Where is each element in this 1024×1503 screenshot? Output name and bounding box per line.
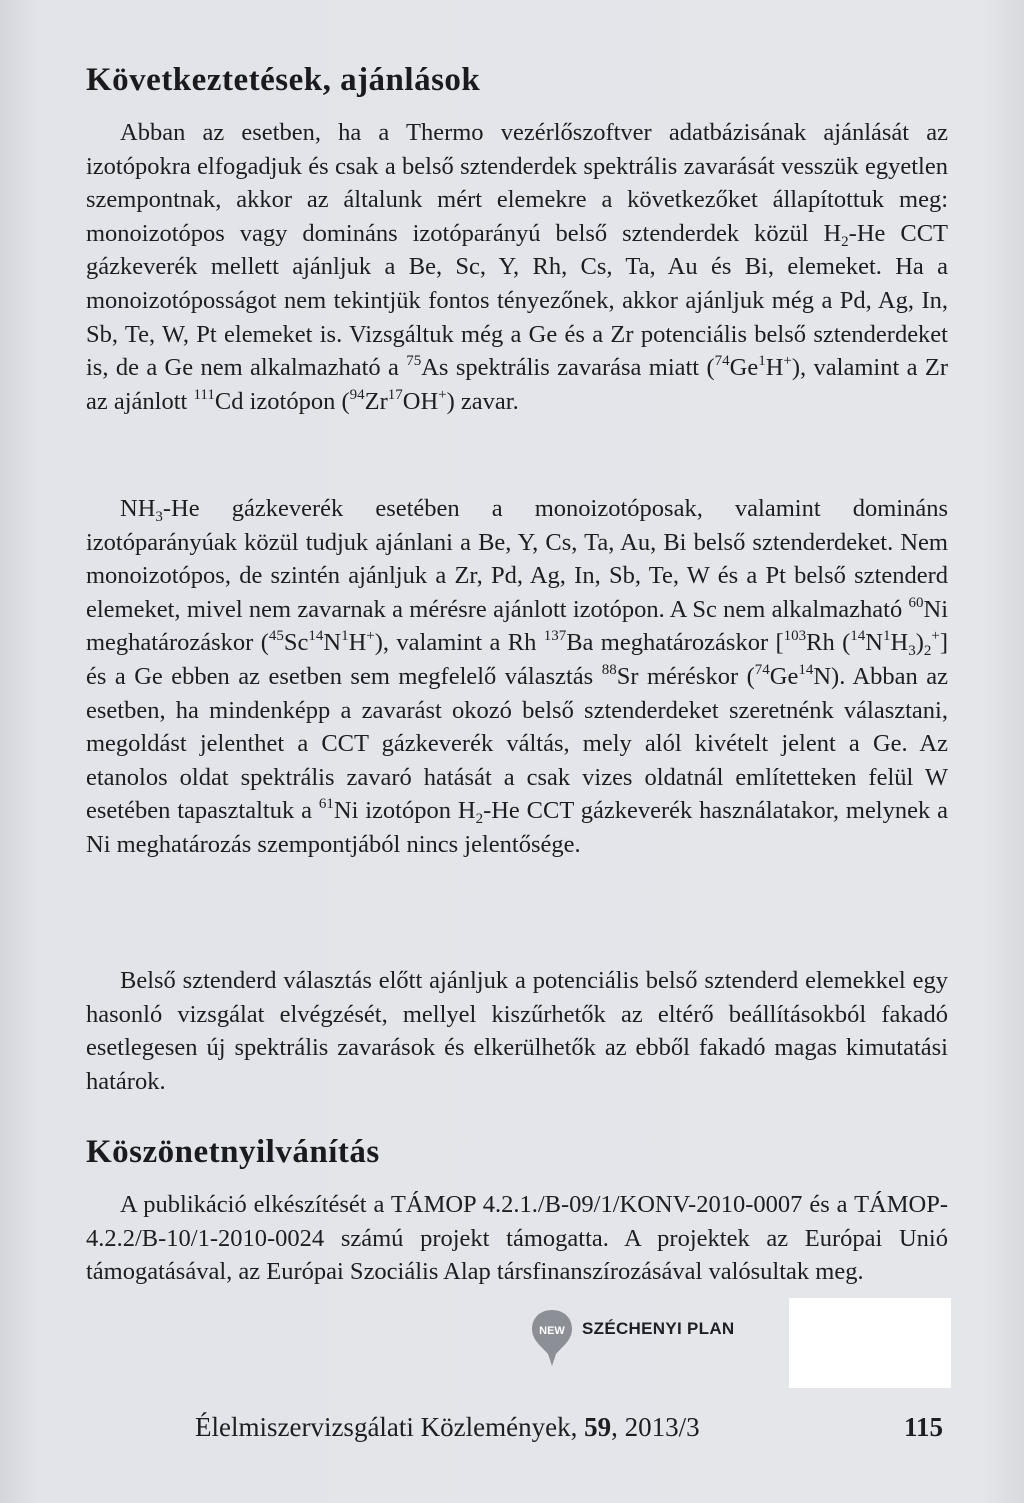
- superscript: 14: [308, 628, 324, 645]
- superscript: 88: [601, 661, 617, 678]
- paragraph-acknowledgements: A publikáció elkészítését a TÁMOP 4.2.1./B-09/1/KONV-2010-0007 és a TÁMOP-4.2.2/B-10/1-2010-0024 számú projekt támogatta. A projektek az Európai Unió támogatásával, az Európai Szociális Alap társfinanszírozásával valósultak meg.: [86, 1191, 948, 1286]
- text-run: -He gázkeverék esetében a monoizotóposak, valamint domináns izotóparányúak közül tudjuk ajánlani a Be, Y, Cs, Ta, Au, Bi belső sztenderdeket. Nem monoizotópos, de szintén ajánljuk a Zr, Pd, Ag, In, Sb, Te, W és a Pt belső sztenderd elemeket, mivel nem zavarnak a mérésre ajánlott izotópon. A Sc nem alkalmazható: [86, 495, 948, 623]
- subscript: 2: [923, 643, 932, 660]
- superscript: 137: [543, 628, 567, 645]
- superscript: 111: [193, 386, 215, 403]
- section-heading-conclusions: Következtetések, ajánlások: [86, 62, 481, 98]
- paragraph-conclusions-2: [86, 492, 948, 862]
- subscript: 2: [475, 811, 484, 828]
- text-run: Ge: [729, 354, 759, 382]
- superscript: 17: [387, 386, 403, 403]
- text-run: -He CCT gázkeverék használatakor, melynek a Ni meghatározás szempontjából nincs jelentősége.: [86, 797, 948, 858]
- text-run: Zr: [364, 387, 388, 415]
- superscript: 45: [268, 628, 284, 645]
- superscript: 14: [850, 628, 866, 645]
- map-pin-icon: [530, 1308, 574, 1368]
- text-run: Cd izotópon (: [214, 387, 350, 415]
- superscript: +: [438, 386, 447, 403]
- subscript: 3: [155, 509, 163, 525]
- text-run: ), valamint a Zr az ajánlott: [86, 354, 948, 415]
- text-run: Sc: [283, 629, 309, 657]
- text-run: Ba meghatározáskor [: [566, 629, 784, 657]
- text-run: Ge: [769, 662, 799, 690]
- superscript: +: [366, 628, 375, 645]
- text-run: N: [323, 629, 342, 657]
- text-run: NH: [120, 495, 156, 522]
- footer-issue: , 2013/3: [611, 1412, 700, 1442]
- szechenyi-plan-logo: [530, 1308, 790, 1364]
- text-run: H: [765, 354, 784, 382]
- text-run: Sr méréskor (: [616, 662, 755, 690]
- text-run: ) zavar.: [446, 387, 519, 415]
- subscript: 2: [841, 233, 849, 250]
- superscript: 1: [341, 628, 349, 645]
- superscript: +: [783, 353, 792, 370]
- superscript: +: [931, 628, 940, 645]
- superscript: 1: [882, 628, 891, 645]
- superscript: 75: [406, 353, 422, 370]
- logo-name: SZÉCHENYI PLAN: [582, 1319, 735, 1338]
- superscript: 94: [349, 386, 365, 403]
- paragraph-conclusions-1: [86, 116, 948, 418]
- superscript: 103: [783, 628, 807, 645]
- footer-page-number: 115: [904, 1412, 944, 1442]
- superscript: 61: [318, 796, 334, 813]
- section-heading-acknowledgements: Köszönetnyilvánítás: [86, 1134, 380, 1170]
- text-run: Ni izotópon H: [333, 797, 476, 825]
- subscript: 3: [908, 643, 916, 660]
- text-run: Abban az esetben, ha a Thermo vezérlőszoftver adatbázisának ajánlását az izotópokra elfogadjuk és csak a belső sztenderdek spektrális zavarását vesszük egyetlen szempontnak, akkor az általunk mért elemekre a következőket állapítottuk meg: monoizotópos vagy domináns izotóparányú belső sztenderdek közül H: [86, 119, 948, 247]
- superscript: 74: [754, 661, 770, 678]
- superscript: 74: [714, 353, 730, 370]
- text-run: H: [890, 629, 909, 657]
- paragraph-conclusions-3: Belső sztenderd választás előtt ajánljuk a potenciális belső sztenderd elemekkel egy hasonló vizsgálat elvégzését, mellyel kiszűrhetők az eltérő beállításokból fakadó esetlegesen új spektrális zavarások és elkerülhetők az ebből fakadó magas kimutatási határok.: [86, 967, 948, 1095]
- pin-shape: [532, 1310, 572, 1366]
- text-run: Ni meghatározáskor (: [86, 595, 948, 657]
- superscript: 60: [908, 594, 924, 611]
- text-run: H: [348, 629, 367, 657]
- superscript: 1: [758, 353, 766, 370]
- footer-volume: 59: [584, 1412, 612, 1442]
- footer-journal-citation: [195, 1412, 700, 1443]
- text-run: ): [915, 629, 924, 657]
- text-run: ), valamint a Rh: [374, 629, 544, 657]
- footer-journal-name: Élelmiszervizsgálati Közlemények,: [195, 1412, 585, 1442]
- text-run: As spektrális zavarása miatt (: [421, 354, 715, 382]
- text-run: N). Abban az esetben, ha mindenképp a zavarást okozó belső sztenderdeket szeretnénk választani, megoldást jelenthet a CCT gázkeverék váltás, mely alól kivételt jelent a Ge. Az etanolos oldat spektrális zavaró hatását a csak vizes oldatnál említetteken felül W esetében tapasztaltuk a: [86, 662, 948, 825]
- text-run: -He CCT gázkeverék mellett ajánljuk a Be, Sc, Y, Rh, Cs, Ta, Au és Bi, elemeket. Ha a monoizotóposságot nem tekintjük fontos tényezőnek, akkor ajánljuk még a Pd, Ag, In, Sb, Te, W, Pt elemeket is. Vizsgáltuk még a Ge és a Zr potenciális belső sztenderdeket is, de a Ge nem alkalmazható a: [86, 219, 949, 382]
- white-box: [789, 1298, 951, 1388]
- text-run: Rh (: [806, 629, 851, 657]
- superscript: 14: [798, 661, 814, 678]
- pin-badge-text: NEW: [539, 1325, 565, 1337]
- text-run: OH: [402, 387, 439, 415]
- text-run: ] és a Ge ebben az esetben sem megfelelő választás: [86, 629, 948, 690]
- text-run: N: [865, 629, 883, 657]
